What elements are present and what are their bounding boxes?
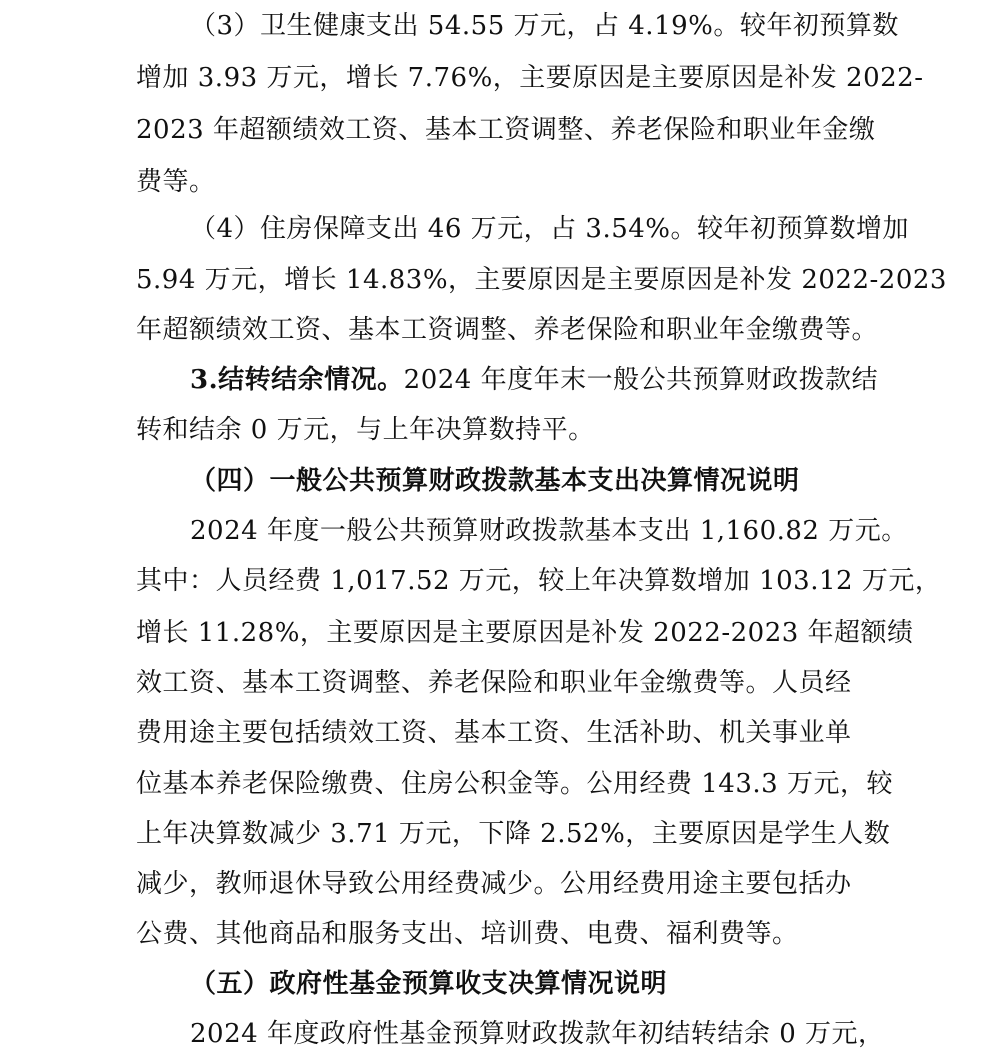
carryover-paragraph <box>190 354 878 406</box>
paragraph-line: 增长 11.28%，主要原因是主要原因是补发 2022-2023 年超额绩 <box>136 618 914 648</box>
carryover-text: 2024 年度年末一般公共预算财政拨款结 <box>403 365 879 395</box>
paragraph-line: 公费、其他商品和服务支出、培训费、电费、福利费等。 <box>136 919 799 949</box>
paragraph-line: 位基本养老保险缴费、住房公积金等。公用经费 143.3 万元，较 <box>136 769 893 799</box>
carryover-title: 3.结转结余情况。 <box>190 365 404 395</box>
paragraph-line: 5.94 万元，增长 14.83%，主要原因是主要原因是补发 2022-2023 <box>136 265 947 295</box>
section-heading: （五）政府性基金预算收支决算情况说明 <box>190 969 668 999</box>
paragraph-line: 费用途主要包括绩效工资、基本工资、生活补助、机关事业单 <box>136 718 852 748</box>
paragraph-line: （4）住房保障支出 46 万元，占 3.54%。较年初预算数增加 <box>190 214 910 244</box>
paragraph-line: 其中：人员经费 1,017.52 万元，较上年决算数增加 103.12 万元， <box>136 566 942 596</box>
section-heading: （四）一般公共预算财政拨款基本支出决算情况说明 <box>190 466 800 496</box>
paragraph-line: 2024 年度一般公共预算财政拨款基本支出 1,160.82 万元。 <box>190 516 908 546</box>
paragraph-line: 2024 年度政府性基金预算财政拨款年初结转结余 0 万元， <box>190 1019 885 1049</box>
paragraph-line: 费等。 <box>136 167 216 197</box>
paragraph-line: 转和结余 0 万元，与上年决算数持平。 <box>136 415 595 445</box>
paragraph-line: 2023 年超额绩效工资、基本工资调整、养老保险和职业年金缴 <box>136 115 876 145</box>
paragraph-line: （3）卫生健康支出 54.55 万元，占 4.19%。较年初预算数 <box>190 11 899 41</box>
paragraph-line: 年超额绩效工资、基本工资调整、养老保险和职业年金缴费等。 <box>136 315 879 345</box>
paragraph-line: 上年决算数减少 3.71 万元，下降 2.52%，主要原因是学生人数 <box>136 819 891 849</box>
paragraph-line: 增加 3.93 万元，增长 7.76%，主要原因是主要原因是补发 2022- <box>136 63 924 93</box>
paragraph-line: 效工资、基本工资调整、养老保险和职业年金缴费等。人员经 <box>136 668 852 698</box>
paragraph-line: 减少，教师退休导致公用经费减少。公用经费用途主要包括办 <box>136 869 852 899</box>
